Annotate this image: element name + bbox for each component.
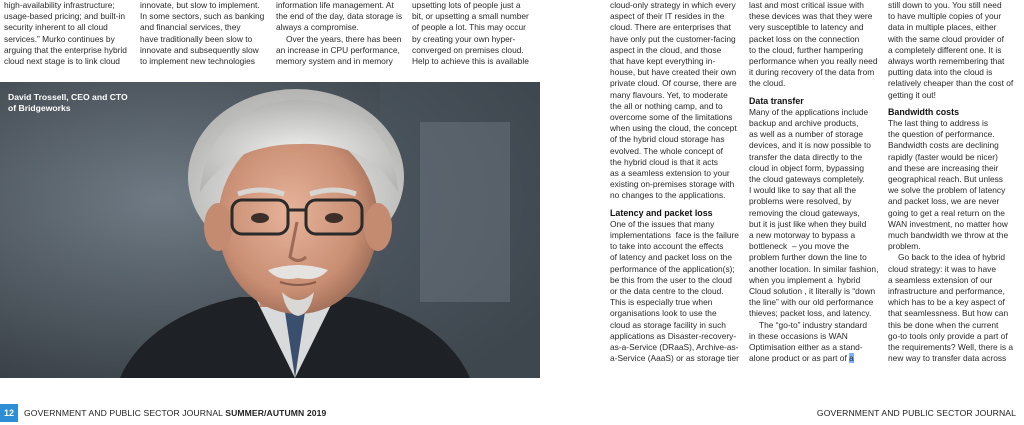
heading-bandwidth: Bandwidth costs [888,106,960,117]
text-line: the question of performance. [888,129,995,140]
text-line: problem. [888,241,921,252]
text-line: it during recovery of the data from [749,67,875,78]
text-line: transfer the data directly to the [749,151,863,162]
text-line: the end of the day, data storage is [276,11,403,22]
text-cursor-selection: a [849,353,854,364]
text-line: the cloud. [749,78,786,89]
text-line: when you implement a hybrid [749,274,861,285]
text-line: as a seamless extension to your [610,168,730,179]
text-line: cloud next stage is to link cloud [4,56,120,67]
text-line: the hybrid cloud is that it acts [610,156,718,167]
text-line: converged on premises cloud. [412,44,524,55]
text-line: last and most critical issue with [749,0,864,10]
text-line: thieves; packet loss, and latency. [749,308,872,319]
text-line: always a compromise. [276,22,359,33]
text-line: or the data centre to the cloud. [610,286,724,297]
text-line: which has to be a key aspect of [888,297,1005,308]
text-line: the requirements? Well, there is a [888,342,1014,353]
text-line: of the hybrid cloud storage has [610,134,725,145]
text-line: to the cloud, further hampering [749,44,864,55]
hybrid-paragraph [888,252,1024,364]
text-line: the cloud gateways completely. [749,174,865,185]
right-column-1 [610,0,748,365]
issue-label: SUMMER/AUTUMN 2019 [225,408,327,418]
text-line: house, but have created their own [610,67,737,78]
text-line: Optimisation either as a stand- [749,342,863,353]
text-line: problems were resolved, by [749,196,852,207]
text-line: This is especially true when [610,297,713,308]
gateway-paragraph [749,0,887,90]
text-line: aspect in the cloud, and those [610,44,722,55]
text-line: much bandwidth we throw at the [888,230,1009,241]
text-line: and packet loss, we are never [888,196,1000,207]
text-line: packet loss on the connection [749,33,860,44]
page-number: 12 [0,404,18,422]
text-line: the all or nothing camp, and to [610,100,723,111]
text-line: upsetting lots of people just a [412,0,521,10]
left-column-1 [4,0,134,67]
text-line: as-a-Service (DRaaS), Archive-as- [610,342,739,353]
text-line: that have kept everything in- [610,56,716,67]
text-line: to have multiple copies of your [888,11,1002,22]
text-line: another location. In similar fashion, [749,263,879,274]
text-line: innovate, but slow to implement. [140,0,260,10]
bandwidth-paragraph [888,118,1024,252]
text-line: going to get a real return on the [888,207,1005,218]
text-line: high-availability infrastructure; [4,0,115,10]
left-column-3 [276,0,406,67]
text-line: an increase in CPU performance, [276,44,400,55]
text-line: rapidly (faster would be nicer) [888,151,998,162]
latency-paragraph [610,219,748,365]
right-footer-journal: GOVERNMENT AND PUBLIC SECTOR JOURNAL [816,408,1016,418]
intro-paragraph [610,0,748,202]
text-line: aspect of their IT resides in the [610,11,725,22]
text-line: bit, or upsetting a small number [412,11,529,22]
text-line: cloud strategy: it was to have [888,263,996,274]
text-line: removing the cloud gateways, [749,207,860,218]
text-line: getting it out! [888,89,936,100]
text-line: alone product or as part of a [749,353,854,364]
wan-paragraph [749,320,887,365]
copies-paragraph [888,0,1024,101]
text-line: devices, and it is now possible to [749,140,871,151]
heading-latency: Latency and packet loss [610,207,713,218]
text-line: a-Service (AaaS) or as storage tier [610,353,739,364]
text-line: and financial services, they [140,22,241,33]
text-line: implementations face is the failure [610,230,739,241]
text-line: in these occasions is WAN [749,330,848,341]
text-line: the line” with our old performance [749,297,874,308]
text-line: Over the years, there has been [286,33,402,44]
text-line: with the same cloud provider of [888,33,1004,44]
text-line: a seamless extension of our [888,274,993,285]
data-transfer-paragraph [749,107,887,320]
text-line: no changes to the applications. [610,190,726,201]
text-line: problem further down the line to [749,252,867,263]
left-column-2 [140,0,270,67]
text-line: usage-based pricing; and built-in [4,11,126,22]
text-line: WAN investment, no matter how [888,218,1008,229]
right-column-3 [888,0,1024,365]
text-line: In some sectors, such as banking [140,11,265,22]
text-line: overcome some of the limitations [610,112,733,123]
caption-line-2: of Bridgeworks [8,103,71,113]
text-line: backup and archive products, [749,118,859,129]
journal-name: GOVERNMENT AND PUBLIC SECTOR JOURNAL [24,408,223,418]
text-line: performance when you really need [749,56,878,67]
text-line: Many of the applications include [749,106,869,117]
text-line: but it is just like when they build [749,218,867,229]
text-line: and these are increasing their [888,162,999,173]
text-line: Cloud solution , it literally is “down [749,286,876,297]
text-line: cloud. There are enterprises that [610,22,731,33]
text-line: relatively cheaper than the cost of [888,78,1014,89]
text-line: have only put the customer-facing [610,33,736,44]
right-column-2 [749,0,887,365]
text-line: services.” Murko continues by [4,33,115,44]
text-line: memory system and in memory [276,56,393,67]
text-line: The “go-to” industry standard [759,319,867,330]
text-line: putting data into the cloud is [888,67,993,78]
text-line: performance of the application(s); [610,263,735,274]
text-line: that seamlessness. But how can [888,308,1009,319]
text-line: organisations look to use the [610,308,717,319]
text-line: many flavours. Yet, to moderate [610,89,728,100]
text-line: be this from the user to the cloud [610,274,732,285]
left-column-4 [412,0,542,67]
text-line: One of the issues that many [610,218,715,229]
text-line: security inherent to all cloud [4,22,108,33]
text-line: still down to you. You still need [888,0,1002,10]
text-line: Help to achieve this is available [412,56,529,67]
text-line: private cloud. Of course, there are [610,78,737,89]
left-footer-journal [24,408,326,418]
text-line: of latency and packet loss on the [610,252,732,263]
photo-caption [8,92,128,114]
text-line: existing on-premises storage with [610,179,735,190]
text-line: go-to tools only provide a part of [888,330,1008,341]
text-line: I would like to say that all the [749,185,857,196]
text-line: these devices was that they were [749,11,873,22]
text-line: applications as Disaster-recovery- [610,330,737,341]
portrait-photo [0,82,540,378]
text-line: to take into account the effects [610,241,724,252]
text-line: cloud in object form, bypassing [749,162,864,173]
text-line: to implement new technologies [140,56,255,67]
text-line: evolved. The whole concept of [610,145,723,156]
text-line: arguing that the enterprise hybrid [4,44,127,55]
heading-data-transfer: Data transfer [749,95,804,106]
text-line: by creating your own hyper- [412,33,516,44]
text-line: have traditionally been slow to [140,33,253,44]
text-line: bottleneck – you move the [749,241,850,252]
page-gutter [541,0,598,425]
text-line: The last thing to address is [888,118,989,129]
text-line: information life management. At [276,0,394,10]
portrait-illustration [0,82,540,378]
text-line: very susceptible to latency and [749,22,864,33]
text-line: of people a lot. This may occur [412,22,526,33]
text-line: a completely different one. It is [888,44,1002,55]
text-line: infrastructure and performance, [888,286,1005,297]
text-line: data in multiple places, either [888,22,997,33]
text-line: innovate and subsequently slow [140,44,259,55]
text-line: geographical reach. But unless [888,174,1003,185]
text-line: Go back to the idea of hybrid [898,252,1006,263]
text-line: when using the cloud, the concept [610,123,737,134]
text-line: cloud-only strategy in which every [610,0,736,10]
caption-line-1: David Trossell, CEO and CTO [8,92,128,102]
text-line: cloud as storage facility in such [610,319,726,330]
text-line: always worth remembering that [888,56,1005,67]
text-line: a new motorway to bypass a [749,230,856,241]
text-line: we solve the problem of latency [888,185,1006,196]
text-line: this be done when the current [888,319,999,330]
text-line: Bandwidth costs are declining [888,140,999,151]
text-line: as well as a number of storage [749,129,864,140]
text-line: new way to transfer data across [888,353,1007,364]
